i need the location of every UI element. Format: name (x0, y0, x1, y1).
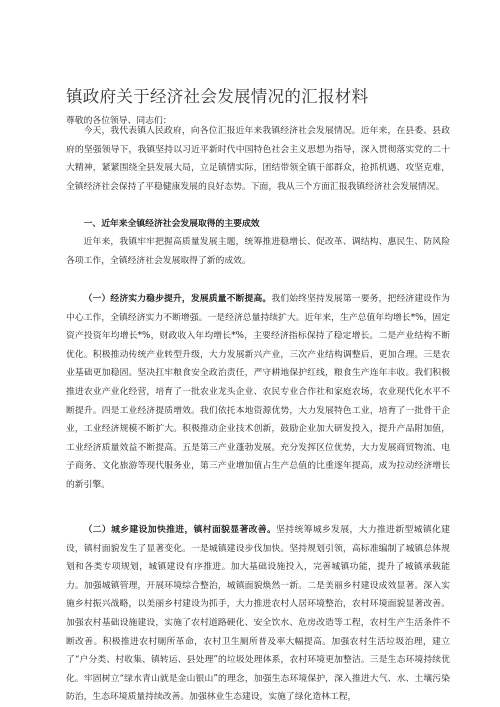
salutation: 尊敬的各位领导、同志们： (66, 116, 172, 126)
item-paragraph-1 (66, 290, 450, 495)
section-paragraph: 近年来，我镇牢牢把握高质量发展主题，统筹推进稳增长、促改革、调结构、惠民生、防风险各项工作，全镇经济社会发展取得了新的成效。 (66, 237, 450, 266)
intro-paragraph: 今天，我代表镇人民政府，向各位汇报近年来我镇经济社会发展情况。近年来，在县委、县政府的坚强领导下，我镇坚持以习近平新时代中国特色社会主义思想为指导，深入贯彻落实党的二十大精神，紧紧围绕全县发展大局，立足镇情实际，团结带领全镇干部群众，抢抓机遇、攻坚克难，全镇经济社会保持了平稳健康发展的良好态势。下面，我从三个方面汇报我镇经济社会发展情况。 (66, 126, 450, 192)
item-lead-1: （一）经济实力稳步提升，发展质量不断提高。 (83, 294, 272, 304)
section-heading: 一、近年来全镇经济社会发展取得的主要成效 (83, 219, 260, 229)
document-title: 镇政府关于经济社会发展情况的汇报材料 (66, 87, 369, 106)
item-text-2: 坚持统筹城乡发展，大力推进新型城镇化建设，镇村面貌发生了显著变化。一是城镇建设步伐加快。坚持规划引领，高标准编制了城镇总体规划和各类专项规划，城镇建设有序推进。加大基础设施投入，完善城镇功能，提升了城镇承载能力。加强城镇管理，开展环境综合整治，城镇面貌焕然一新。二是美丽乡村建设成效显著。深入实施乡村振兴战略，以美丽乡村建设为抓手，大力推进农村人居环境整治，农村环境面貌显著改善。加强农村基础设施建设，实施了农村道路硬化、安全饮水、危房改造等工程，农村生产生活条件不断改善。积极推进农村厕所革命，农村卫生厕所普及率大幅提高。加强农村生活垃圾治理，建立了“户分类、村收集、镇转运、县处理”的垃圾处理体系，农村环境更加整洁。三是生态环境持续优化。牢固树立“绿水青山就是金山银山”的理念，加强生态环境保护，深入推进大气、水、土壤污染防治，生态环境质量持续改善。加强林业生态建设，实施了绿化造林工程， (66, 525, 450, 703)
item-lead-2: （二）城乡建设加快推进，镇村面貌显著改善。 (83, 525, 277, 535)
item-paragraph-2 (66, 521, 450, 707)
item-text-1: 我们始终坚持发展第一要务，把经济建设作为中心工作，全镇经济实力不断增强。一是经济总量持续扩大。近年来，生产总值年均增长*%，固定资产投资年均增长*%，财政收入年均增长*%，主要经济指标保持了稳定增长。二是产业结构不断优化。积极推动传统产业转型升级，大力发展新兴产业，三次产业结构调整后，更加合理。三是农业基础更加稳固。坚决扛牢粮食安全政治责任，严守耕地保护红线，粮食生产连年丰收。我们积极推进农业产业化经营，培育了一批农业龙头企业、农民专业合作社和家庭农场，农业现代化水平不断提升。四是工业经济提质增效。我们依托本地资源优势，大力发展特色工业，培育了一批骨干企业，工业经济规模不断扩大。积极推动企业技术创新，鼓励企业加大研发投入，提升产品附加值，工业经济质量效益不断提高。五是第三产业蓬勃发展。充分发挥区位优势，大力发展商贸物流、电子商务、文化旅游等现代服务业，第三产业增加值占生产总值的比重逐年提高，成为拉动经济增长的新引擎。 (66, 294, 450, 490)
